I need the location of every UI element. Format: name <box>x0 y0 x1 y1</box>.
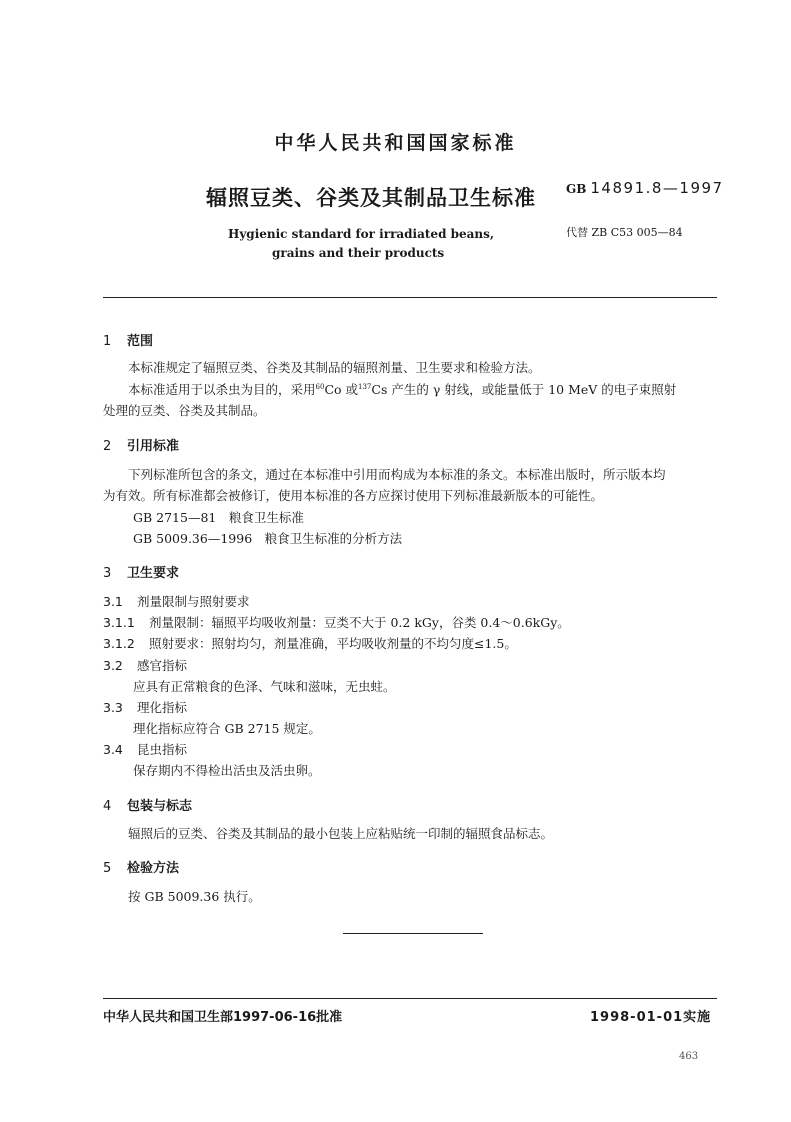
clause-3-3-text: 理化指标应符合 GB 2715 规定。 <box>133 721 321 736</box>
standard-code <box>566 179 724 197</box>
standard-title: 辐照豆类、谷类及其制品卫生标准 <box>206 186 536 210</box>
national-standard-heading: 中华人民共和国国家标准 <box>274 132 517 154</box>
standard-number: 14891.8—1997 <box>590 179 724 197</box>
clause-title: 昆虫指标 <box>137 742 188 757</box>
clause-text: 照射要求：照射均匀，剂量准确，平均吸收剂量的不均匀度≤1.5。 <box>149 636 517 651</box>
section-4-heading <box>103 795 192 814</box>
text-run: Co 或 <box>324 382 359 397</box>
section-number: 1 <box>103 334 112 349</box>
section-1-paragraph-1: 本标准规定了辐照豆类、谷类及其制品的辐照剂量、卫生要求和检验方法。 <box>128 360 541 375</box>
clause-number: 3.3 <box>103 700 123 715</box>
section-title: 范围 <box>127 334 154 349</box>
clause-number: 3.1 <box>103 594 123 609</box>
section-2-heading <box>103 435 179 454</box>
section-number: 2 <box>103 439 112 454</box>
text-run: Cs 产生的 γ 射线，或能量低于 10 MeV 的电子束照射 <box>371 382 677 397</box>
clause-title: 剂量限制与照射要求 <box>137 594 250 609</box>
reference-standard-1: GB 2715—81 粮食卫生标准 <box>133 510 304 525</box>
clause-3-1-2 <box>103 634 517 652</box>
clause-3-4 <box>103 740 187 758</box>
effective-date: 1998-01-01实施 <box>590 1010 712 1025</box>
clause-number: 3.1.1 <box>103 615 135 630</box>
clause-title: 感官指标 <box>137 658 188 673</box>
section-title: 包装与标志 <box>127 799 193 814</box>
section-title: 引用标准 <box>127 439 180 454</box>
header-divider <box>103 297 717 298</box>
end-of-text-rule <box>343 933 483 934</box>
section-2-paragraph-1-cont: 为有效。所有标准都会被修订，使用本标准的各方应探讨使用下列标准最新版本的可能性。 <box>103 488 604 503</box>
section-4-paragraph-1: 辐照后的豆类、谷类及其制品的最小包装上应粘贴统一印制的辐照食品标志。 <box>128 826 554 841</box>
section-3-heading <box>103 562 179 581</box>
clause-text: 剂量限制：辐照平均吸收剂量：豆类不大于 0.2 kGy，谷类 0.4～0.6kGy。 <box>149 615 570 630</box>
clause-title: 理化指标 <box>137 700 188 715</box>
clause-number: 3.4 <box>103 742 123 757</box>
clause-number: 3.2 <box>103 658 123 673</box>
section-5-heading <box>103 857 179 876</box>
clause-3-3 <box>103 698 187 716</box>
section-1-heading <box>103 330 153 349</box>
section-1-paragraph-2 <box>103 380 719 400</box>
clause-3-1-1 <box>103 613 570 631</box>
approval-date: 中华人民共和国卫生部1997-06-16批准 <box>103 1010 343 1025</box>
section-5-paragraph-1: 按 GB 5009.36 执行。 <box>128 889 261 904</box>
section-number: 3 <box>103 566 112 581</box>
english-title-line1: Hygienic standard for irradiated beans, <box>228 227 495 241</box>
clause-number: 3.1.2 <box>103 636 135 651</box>
section-number: 4 <box>103 799 112 814</box>
clause-3-2-text: 应具有正常粮食的色泽、气味和滋味，无虫蛀。 <box>133 679 396 694</box>
clause-3-2 <box>103 656 187 674</box>
reference-standard-2: GB 5009.36—1996 粮食卫生标准的分析方法 <box>133 531 403 546</box>
section-number: 5 <box>103 861 112 876</box>
isotope-mass-number: 60 <box>315 383 325 391</box>
section-1-paragraph-2-cont: 处理的豆类、谷类及其制品。 <box>103 403 266 418</box>
footer-divider <box>103 998 717 999</box>
section-title: 检验方法 <box>127 861 180 876</box>
section-title: 卫生要求 <box>127 566 180 581</box>
page-number: 463 <box>679 1051 699 1062</box>
clause-3-4-text: 保存期内不得检出活虫及活虫卵。 <box>133 763 321 778</box>
replaces-note: 代替 ZB C53 005—84 <box>566 226 683 239</box>
standard-prefix: GB <box>566 182 587 196</box>
clause-3-1 <box>103 592 250 610</box>
text-run: 本标准适用于以杀虫为目的，采用 <box>128 382 316 397</box>
isotope-mass-number: 137 <box>358 383 372 391</box>
english-title-line2: grains and their products <box>272 246 445 260</box>
section-2-paragraph-1: 下列标准所包含的条文，通过在本标准中引用而构成为本标准的条文。本标准出版时，所示版本均 <box>128 467 666 482</box>
